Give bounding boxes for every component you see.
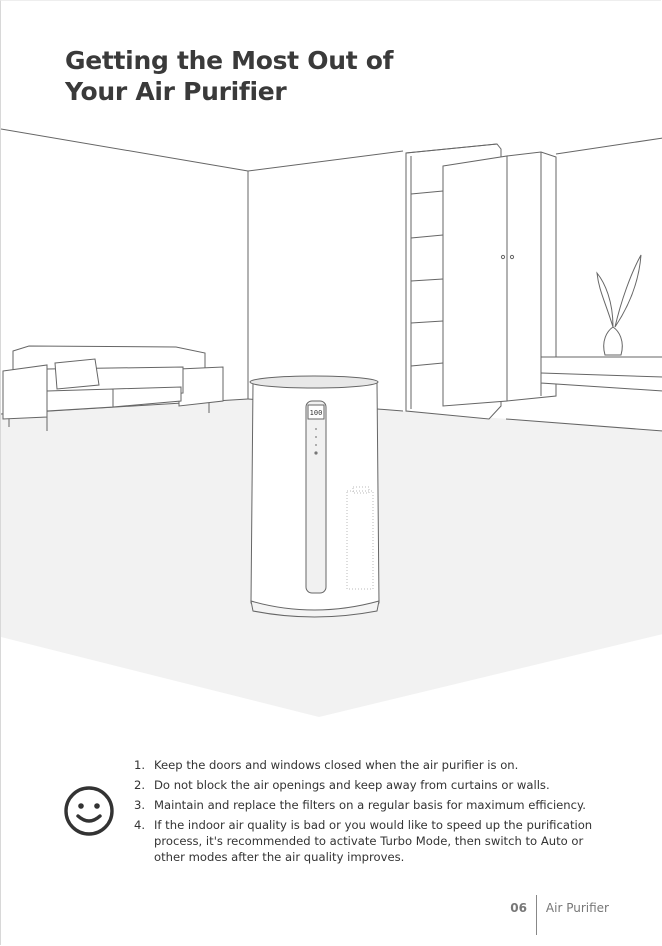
list-item-number: 4. xyxy=(134,818,146,832)
list-item-number: 3. xyxy=(134,798,146,812)
room-illustration xyxy=(1,1,662,731)
wardrobe xyxy=(443,152,556,406)
smiley-icon xyxy=(63,785,115,837)
list-item xyxy=(134,777,614,793)
page-number: 06 xyxy=(510,901,527,915)
list-item-text: If the indoor air quality is bad or you would like to speed up the purification process, it's recommended to activate Turbo Mode, then switch to Auto or other modes after the air quality improves. xyxy=(154,818,593,864)
list-item xyxy=(134,817,614,865)
list-item-number: 1. xyxy=(134,758,146,772)
page-title-line-2: Your Air Purifier xyxy=(65,77,287,106)
list-item-text: Maintain and replace the filters on a regular basis for maximum efficiency. xyxy=(154,798,586,812)
list-item-text: Keep the doors and windows closed when the air purifier is on. xyxy=(154,758,519,772)
purifier-display: 100 xyxy=(309,409,323,417)
page-title-line-1: Getting the Most Out of xyxy=(65,46,394,75)
air-purifier xyxy=(250,376,379,617)
list-item-text: Do not block the air openings and keep away from curtains or walls. xyxy=(154,778,550,792)
tips-list xyxy=(134,757,614,869)
list-item-number: 2. xyxy=(134,778,146,792)
product-name: Air Purifier xyxy=(545,901,609,915)
plant xyxy=(597,255,641,355)
wall-shelf xyxy=(541,357,662,391)
page-footer xyxy=(510,897,609,919)
list-item xyxy=(134,797,614,813)
list-item xyxy=(134,757,614,773)
